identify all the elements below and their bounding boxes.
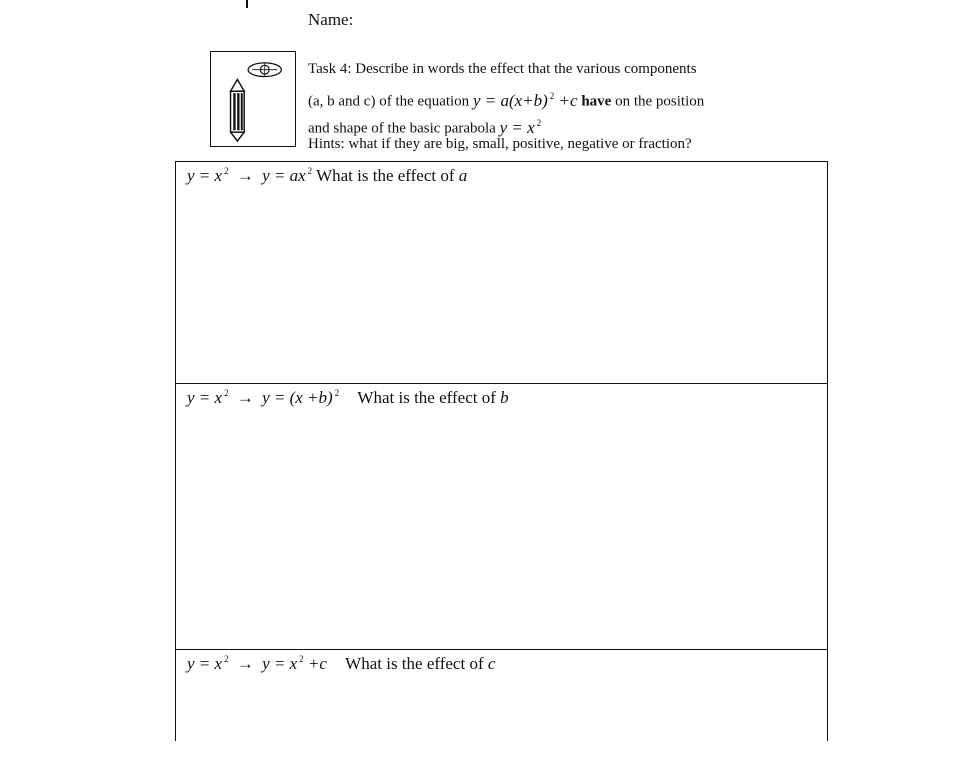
arrow-icon: → xyxy=(236,654,254,673)
exponent: 2 xyxy=(299,654,304,665)
equation-text: y = x xyxy=(187,654,223,673)
section-heading xyxy=(176,162,827,186)
exponent: 2 xyxy=(549,91,555,101)
hints-text: Hints: what if they are big, small, positive, negative or fraction? xyxy=(308,136,692,152)
task-instructions xyxy=(308,56,828,155)
emphasis-text: have xyxy=(581,93,612,110)
variable-label: b xyxy=(500,388,509,407)
exponent: 2 xyxy=(224,388,229,399)
equation-text: y = ax xyxy=(262,166,306,185)
exponent: 2 xyxy=(224,654,229,665)
arrow-icon: → xyxy=(236,388,254,407)
general-equation xyxy=(473,91,578,110)
equation-text: +c xyxy=(307,654,327,673)
text-cursor-mark xyxy=(246,0,248,8)
name-label: Name: xyxy=(308,10,354,29)
task-text: and shape of the basic parabola xyxy=(308,120,496,137)
equation-text: y = (x +b) xyxy=(262,388,333,407)
equation-text: y = x xyxy=(499,117,535,137)
task-text: Task 4: Describe in words the effect that the various components xyxy=(308,61,697,77)
eye-and-pencil-icon xyxy=(210,51,296,147)
equation-text: y = x xyxy=(262,654,298,673)
section-effect-b[interactable] xyxy=(176,383,827,650)
equation-text: y = a(x+b) xyxy=(472,90,548,110)
equation-text: y = x xyxy=(187,166,223,185)
hints-line xyxy=(308,133,828,155)
equation-text: y = x xyxy=(187,388,223,407)
task-line-1 xyxy=(308,56,828,83)
variable-label: a xyxy=(458,166,468,185)
question-text: What is the effect of xyxy=(345,654,484,673)
section-heading xyxy=(176,384,827,408)
exponent: 2 xyxy=(307,166,313,177)
question-text: What is the effect of xyxy=(357,388,496,407)
section-effect-a[interactable] xyxy=(176,162,827,383)
equation-text: +c xyxy=(558,90,578,110)
exponent: 2 xyxy=(224,166,229,177)
worksheet-table xyxy=(175,161,828,741)
task-text: (a, b and c) of the equation xyxy=(308,93,470,110)
task-text: on the position xyxy=(615,93,705,110)
section-effect-c[interactable] xyxy=(176,649,827,770)
exponent: 2 xyxy=(536,118,542,128)
exponent: 2 xyxy=(334,388,340,399)
question-text: What is the effect of xyxy=(316,166,455,185)
section-heading xyxy=(176,650,827,674)
arrow-icon: → xyxy=(236,166,254,185)
task-line-2 xyxy=(308,83,828,110)
variable-label: c xyxy=(487,654,496,673)
